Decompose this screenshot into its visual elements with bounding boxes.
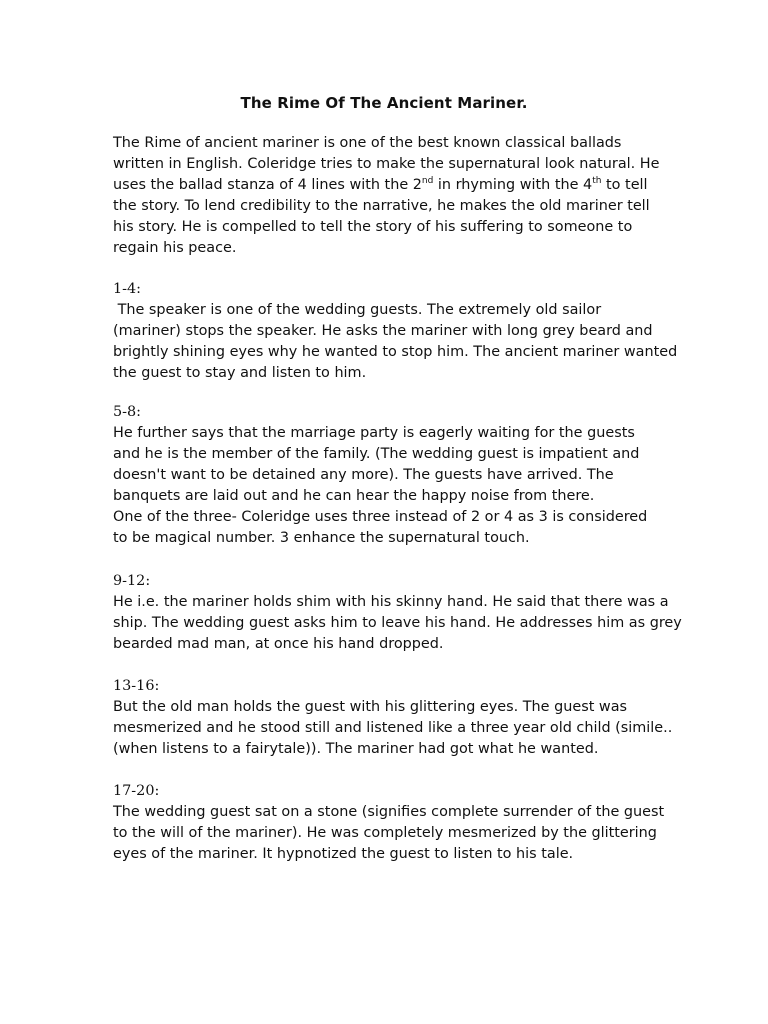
- paragraph-line: brightly shining eyes why he wanted to stop him. The ancient mariner wanted: [113, 344, 678, 360]
- paragraph-line: regain his peace.: [113, 240, 237, 256]
- section-9-12: [113, 571, 682, 655]
- paragraph-line: One of the three- Coleridge uses three instead of 2 or 4 as 3 is considered: [113, 509, 648, 525]
- section-1-4: [113, 279, 678, 384]
- line-segment: to tell: [601, 177, 648, 193]
- paragraph-line: (when listens to a fairytale)). The mariner had got what he wanted.: [113, 741, 599, 757]
- paragraph-line: mesmerized and he stood still and listened like a three year old child (simile..: [113, 720, 673, 736]
- section-heading: 17-20:: [113, 783, 160, 799]
- paragraph-line: He further says that the marriage party is eagerly waiting for the guests: [113, 425, 635, 441]
- paragraph-line: The speaker is one of the wedding guests. The extremely old sailor: [113, 302, 602, 318]
- paragraph-line: his story. He is compelled to tell the story of his suffering to someone to: [113, 219, 633, 235]
- paragraph-line: But the old man holds the guest with his glittering eyes. The guest was: [113, 699, 628, 715]
- paragraph-line: bearded mad man, at once his hand dropped.: [113, 636, 444, 652]
- paragraph-line: He i.e. the mariner holds shim with his skinny hand. He said that there was a: [113, 594, 669, 610]
- paragraph-line: The wedding guest sat on a stone (signifies complete surrender of the guest: [113, 804, 665, 820]
- paragraph-line: ship. The wedding guest asks him to leave his hand. He addresses him as grey: [113, 615, 682, 631]
- superscript: nd: [421, 176, 434, 187]
- line-segment: in rhyming with the 4: [433, 177, 593, 193]
- paragraph-line: written in English. Coleridge tries to make the supernatural look natural. He: [113, 156, 660, 172]
- paragraph-line: eyes of the mariner. It hypnotized the guest to listen to his tale.: [113, 846, 574, 862]
- section-17-20: [113, 781, 665, 865]
- paragraph-line: the guest to stay and listen to him.: [113, 365, 367, 381]
- section-heading: 13-16:: [113, 678, 160, 694]
- section-heading: 9-12:: [113, 573, 151, 589]
- paragraph-line: (mariner) stops the speaker. He asks the mariner with long grey beard and: [113, 323, 653, 339]
- section-heading: 5-8:: [113, 404, 142, 420]
- paragraph-line: The Rime of ancient mariner is one of the best known classical ballads: [113, 135, 622, 151]
- paragraph-line: banquets are laid out and he can hear the happy noise from there.: [113, 488, 595, 504]
- superscript: th: [592, 176, 602, 187]
- section-13-16: [113, 676, 673, 760]
- section-heading: 1-4:: [113, 281, 142, 297]
- paragraph-line: and he is the member of the family. (The wedding guest is impatient and: [113, 446, 640, 462]
- line-segment: uses the ballad stanza of 4 lines with the 2: [113, 177, 422, 193]
- section-5-8: [113, 402, 653, 549]
- intro-paragraph: [113, 133, 660, 259]
- paragraph-line: to the will of the mariner). He was completely mesmerized by the glittering: [113, 825, 657, 841]
- paragraph-line: [113, 175, 653, 196]
- paragraph-line: the story. To lend credibility to the narrative, he makes the old mariner tell: [113, 198, 650, 214]
- paragraph-line: to be magical number. 3 enhance the supernatural touch.: [113, 530, 530, 546]
- paragraph-line: doesn't want to be detained any more). The guests have arrived. The: [113, 467, 614, 483]
- document-title: The Rime Of The Ancient Mariner.: [240, 94, 528, 112]
